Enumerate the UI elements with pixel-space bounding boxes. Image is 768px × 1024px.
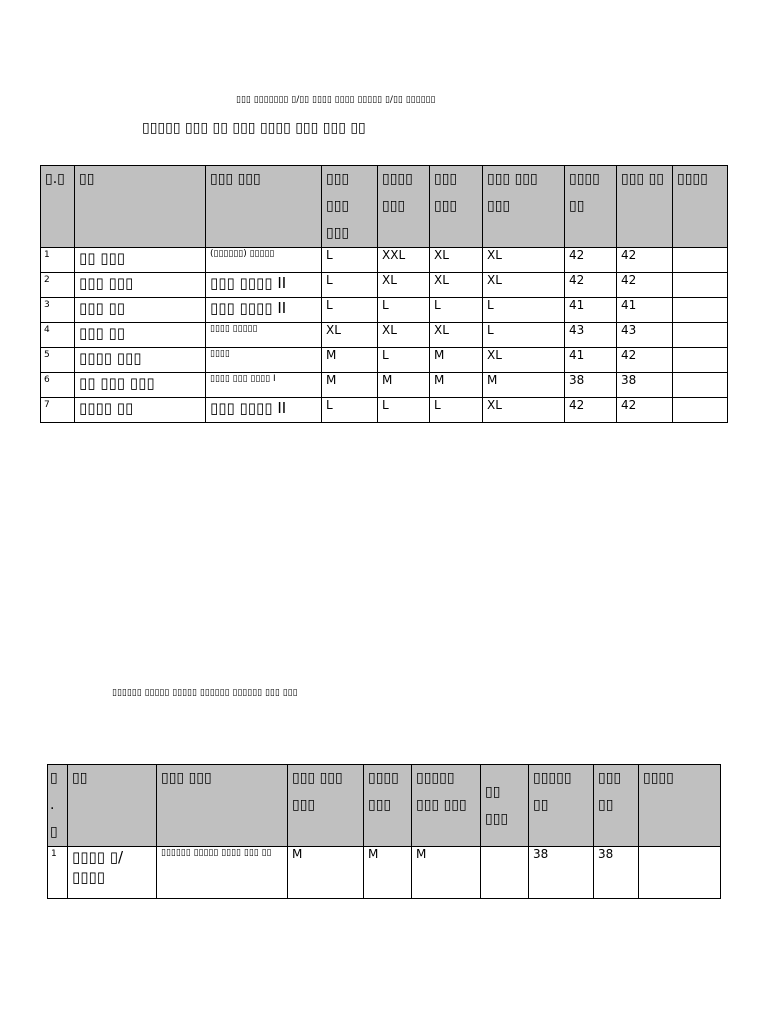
table-row (41, 323, 728, 348)
designation-cell: ▯▯▯▯▯▯ ▯▯▯▯▯ ▯▯▯▯ ▯▯▯ ▯▯ (157, 847, 288, 899)
row-number: 4 (41, 323, 75, 348)
remarks-cell (673, 398, 728, 423)
table-row (41, 248, 728, 273)
size-cell: 38 (565, 373, 617, 398)
size-cell: L (322, 273, 378, 298)
size-cell: L (483, 298, 565, 323)
document-header-line: ▯▯▯ ▯▯▯▯▯▯▯ ▯/▯▯ ▯▯▯▯ ▯▯▯▯ ▯▯▯▯▯ ▯/▯▯ ▯▯▯▯▯▯ (236, 95, 436, 105)
column-header: ▯ . ▯ (48, 765, 68, 847)
name-cell: ▯▯ ▯▯▯ (75, 248, 206, 273)
column-header: ▯.▯ (41, 166, 75, 248)
size-cell: 42 (617, 348, 673, 373)
size-cell: L (430, 398, 483, 423)
size-cell: XL (430, 273, 483, 298)
size-cell: L (322, 298, 378, 323)
column-header: ▯▯▯ ▯▯▯ ▯▯▯ (483, 166, 565, 248)
size-cell: 42 (565, 398, 617, 423)
size-cell: XL (483, 248, 565, 273)
size-cell: L (430, 298, 483, 323)
column-header: ▯▯▯▯ (639, 765, 721, 847)
column-header: ▯▯▯ ▯▯▯ ▯▯▯ (322, 166, 378, 248)
size-cell: 43 (565, 323, 617, 348)
size-cell: 42 (617, 398, 673, 423)
column-header: ▯▯▯▯ ▯▯▯ (364, 765, 412, 847)
column-header: ▯▯▯ ▯▯▯ ▯▯▯ (288, 765, 364, 847)
remarks-cell (673, 348, 728, 373)
column-header: ▯▯ (75, 166, 206, 248)
remarks-cell (673, 298, 728, 323)
column-header: ▯▯▯▯ (673, 166, 728, 248)
size-cell: XL (430, 248, 483, 273)
table-row (41, 348, 728, 373)
size-cell: M (322, 373, 378, 398)
size-cell: XL (483, 273, 565, 298)
designation-cell: ▯▯▯ ▯▯▯▯ II (206, 273, 322, 298)
remarks-cell (673, 373, 728, 398)
size-cell: 43 (617, 323, 673, 348)
size-cell: M (322, 348, 378, 373)
size-cell: 42 (617, 248, 673, 273)
size-cell (481, 847, 529, 899)
size-cell: L (378, 398, 430, 423)
column-header: ▯▯▯▯▯ ▯▯ (529, 765, 594, 847)
name-cell: ▯▯▯ ▯▯ (75, 298, 206, 323)
column-header: ▯▯▯▯ ▯▯▯ (378, 166, 430, 248)
row-number: 3 (41, 298, 75, 323)
row-number: 2 (41, 273, 75, 298)
column-header: ▯▯▯ ▯▯ (617, 166, 673, 248)
column-header: ▯▯▯▯ ▯▯ (565, 166, 617, 248)
row-number: 5 (41, 348, 75, 373)
size-cell: 41 (617, 298, 673, 323)
column-header: ▯▯▯▯▯ ▯▯▯ ▯▯▯ (412, 765, 481, 847)
size-cell: 42 (565, 273, 617, 298)
table-header-row (48, 765, 721, 847)
column-header: ▯▯▯ ▯▯ (594, 765, 639, 847)
size-cell: M (364, 847, 412, 899)
size-cell: M (412, 847, 481, 899)
row-number: 6 (41, 373, 75, 398)
size-cell: 41 (565, 298, 617, 323)
remarks-cell (673, 248, 728, 273)
section-note: ▯▯▯▯▯▯ ▯▯▯▯▯ ▯▯▯▯▯ ▯▯▯▯▯▯ ▯▯▯▯▯▯ ▯▯▯ ▯▯▯ (112, 688, 298, 698)
size-cell: 42 (565, 248, 617, 273)
size-cell: 38 (529, 847, 594, 899)
size-cell: M (378, 373, 430, 398)
second-size-table (47, 764, 721, 899)
size-cell: XXL (378, 248, 430, 273)
table-row (41, 298, 728, 323)
column-header: ▯▯ ▯▯▯ (481, 765, 529, 847)
size-cell: XL (483, 348, 565, 373)
designation-cell: ▯▯▯ ▯▯▯▯ II (206, 398, 322, 423)
uniform-size-table (40, 165, 728, 423)
name-cell: ▯▯▯ ▯▯▯ (75, 273, 206, 298)
size-cell: 41 (565, 348, 617, 373)
designation-cell: ▯▯▯▯ ▯▯▯▯▯ (206, 323, 322, 348)
size-cell: XL (322, 323, 378, 348)
column-header: ▯▯ (68, 765, 157, 847)
size-cell: M (430, 373, 483, 398)
size-cell: L (322, 398, 378, 423)
column-header: ▯▯▯ ▯▯▯ (157, 765, 288, 847)
size-cell: XL (378, 273, 430, 298)
size-cell: M (430, 348, 483, 373)
remarks-cell (673, 273, 728, 298)
size-cell: L (322, 248, 378, 273)
size-cell: L (378, 348, 430, 373)
size-cell: M (288, 847, 364, 899)
name-cell: ▯▯▯ ▯▯ (75, 323, 206, 348)
size-cell: XL (430, 323, 483, 348)
row-number: 7 (41, 398, 75, 423)
remarks-cell (639, 847, 721, 899)
name-cell: ▯▯ ▯▯▯ ▯▯▯ (75, 373, 206, 398)
row-number: 1 (41, 248, 75, 273)
size-cell: 38 (594, 847, 639, 899)
size-cell: XL (378, 323, 430, 348)
table-row (48, 847, 721, 899)
name-cell: ▯▯▯▯ ▯▯ (75, 398, 206, 423)
row-number: 1 (48, 847, 68, 899)
column-header: ▯▯▯ ▯▯▯ (430, 166, 483, 248)
size-cell: 38 (617, 373, 673, 398)
remarks-cell (673, 323, 728, 348)
size-cell: 42 (617, 273, 673, 298)
table-row (41, 273, 728, 298)
table-row (41, 373, 728, 398)
size-cell: XL (483, 398, 565, 423)
designation-cell: ▯▯▯▯ ▯▯▯ ▯▯▯▯ I (206, 373, 322, 398)
column-header: ▯▯▯ ▯▯▯ (206, 166, 322, 248)
document-subtitle: ▯▯▯▯▯ ▯▯▯ ▯▯ ▯▯▯ ▯▯▯▯ ▯▯▯ ▯▯▯ ▯▯ (142, 120, 366, 136)
name-cell: ▯▯▯▯ ▯▯▯ (75, 348, 206, 373)
designation-cell: ▯▯▯ ▯▯▯▯ II (206, 298, 322, 323)
size-cell: M (483, 373, 565, 398)
size-cell: L (483, 323, 565, 348)
size-cell: L (378, 298, 430, 323)
designation-cell: (▯▯▯▯▯▯) ▯▯▯▯▯ (206, 248, 322, 273)
table-row (41, 398, 728, 423)
designation-cell: ▯▯▯▯ (206, 348, 322, 373)
table-header-row (41, 166, 728, 248)
name-cell: ▯▯▯▯ ▯/▯▯▯▯ (68, 847, 157, 899)
